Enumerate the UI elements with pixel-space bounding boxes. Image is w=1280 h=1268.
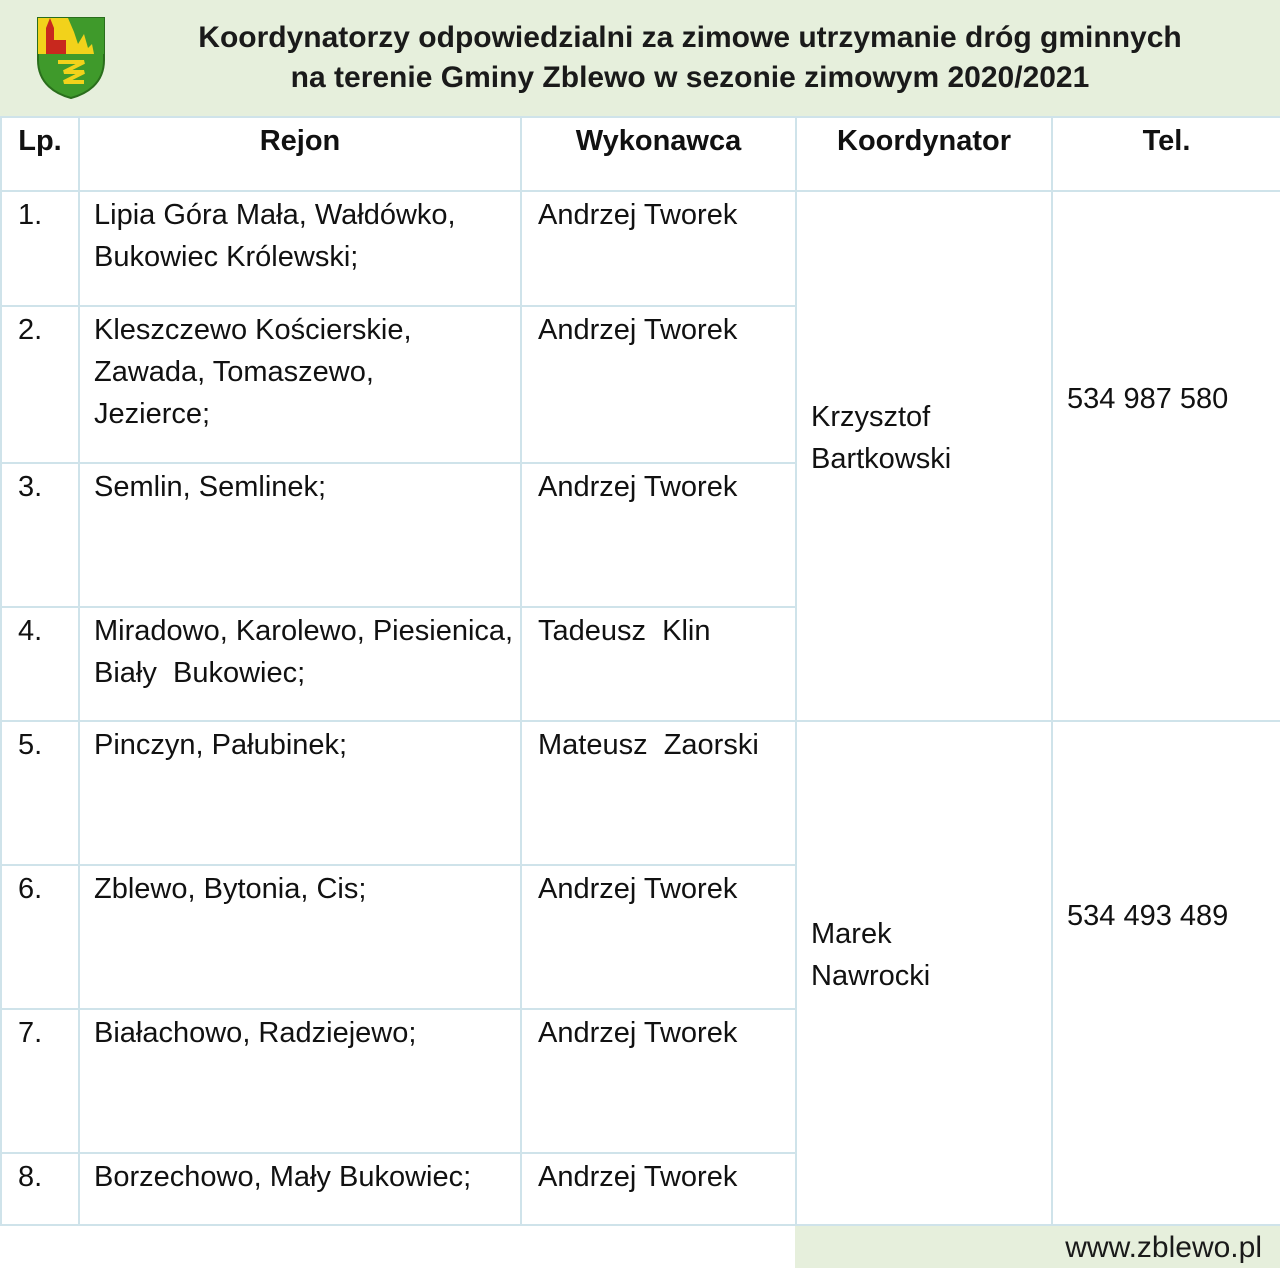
row-rejon: Miradowo, Karolewo, Piesienica, Biały Bukowiec; — [79, 607, 521, 721]
row-rejon: Lipia Góra Mała, Wałdówko, Bukowiec Królewski; — [79, 191, 521, 306]
phone-number: 534 987 580 — [1067, 383, 1229, 415]
row-wykonawca: Andrzej Tworek — [521, 463, 796, 607]
phone-number: 534 493 489 — [1067, 900, 1229, 932]
website-url: www.zblewo.pl — [1065, 1231, 1262, 1264]
row-rejon: Zblewo, Bytonia, Cis; — [79, 865, 521, 1009]
phone-cell — [1052, 721, 1280, 1225]
coordinator-cell — [796, 191, 1052, 721]
row-lp: 3. — [1, 463, 79, 607]
coordinator-last-name: Bartkowski — [811, 443, 952, 475]
coordinator-first-name: Krzysztof — [811, 401, 931, 433]
header-rejon: Rejon — [79, 117, 521, 191]
row-lp: 1. — [1, 191, 79, 306]
row-rejon: Kleszczewo Kościerskie, Zawada, Tomaszewo, Jezierce; — [79, 306, 521, 463]
coordinators-table — [0, 116, 1280, 1226]
table-header-row — [1, 117, 1280, 191]
row-lp: 6. — [1, 865, 79, 1009]
row-wykonawca: Andrzej Tworek — [521, 191, 796, 306]
coordinator-cell — [796, 721, 1052, 1225]
title-line-2: na terenie Gminy Zblewo w sezonie zimowym 2020/2021 — [290, 61, 1090, 94]
row-wykonawca: Tadeusz Klin — [521, 607, 796, 721]
row-lp: 8. — [1, 1153, 79, 1225]
header-banner — [0, 0, 1280, 116]
row-lp: 7. — [1, 1009, 79, 1153]
row-rejon: Semlin, Semlinek; — [79, 463, 521, 607]
row-wykonawca: Andrzej Tworek — [521, 1153, 796, 1225]
row-wykonawca: Mateusz Zaorski — [521, 721, 796, 865]
row-rejon: Pinczyn, Pałubinek; — [79, 721, 521, 865]
header-lp: Lp. — [1, 117, 79, 191]
row-lp: 4. — [1, 607, 79, 721]
coordinator-first-name: Marek — [811, 918, 892, 950]
row-rejon: Białachowo, Radziejewo; — [79, 1009, 521, 1153]
header-koordynator: Koordynator — [796, 117, 1052, 191]
header-wykonawca: Wykonawca — [521, 117, 796, 191]
row-rejon: Borzechowo, Mały Bukowiec; — [79, 1153, 521, 1225]
table-row — [1, 721, 1280, 865]
title-line-1: Koordynatorzy odpowiedzialni za zimowe utrzymanie dróg gminnych — [198, 21, 1182, 54]
table-row — [1, 191, 1280, 306]
row-lp: 2. — [1, 306, 79, 463]
row-lp: 5. — [1, 721, 79, 865]
coordinator-last-name: Nawrocki — [811, 960, 931, 992]
header-tel: Tel. — [1052, 117, 1280, 191]
row-wykonawca: Andrzej Tworek — [521, 306, 796, 463]
row-wykonawca: Andrzej Tworek — [521, 865, 796, 1009]
page-title — [120, 18, 1260, 98]
footer-banner — [795, 1226, 1280, 1268]
coat-of-arms-icon — [34, 14, 108, 100]
row-wykonawca: Andrzej Tworek — [521, 1009, 796, 1153]
phone-cell — [1052, 191, 1280, 721]
